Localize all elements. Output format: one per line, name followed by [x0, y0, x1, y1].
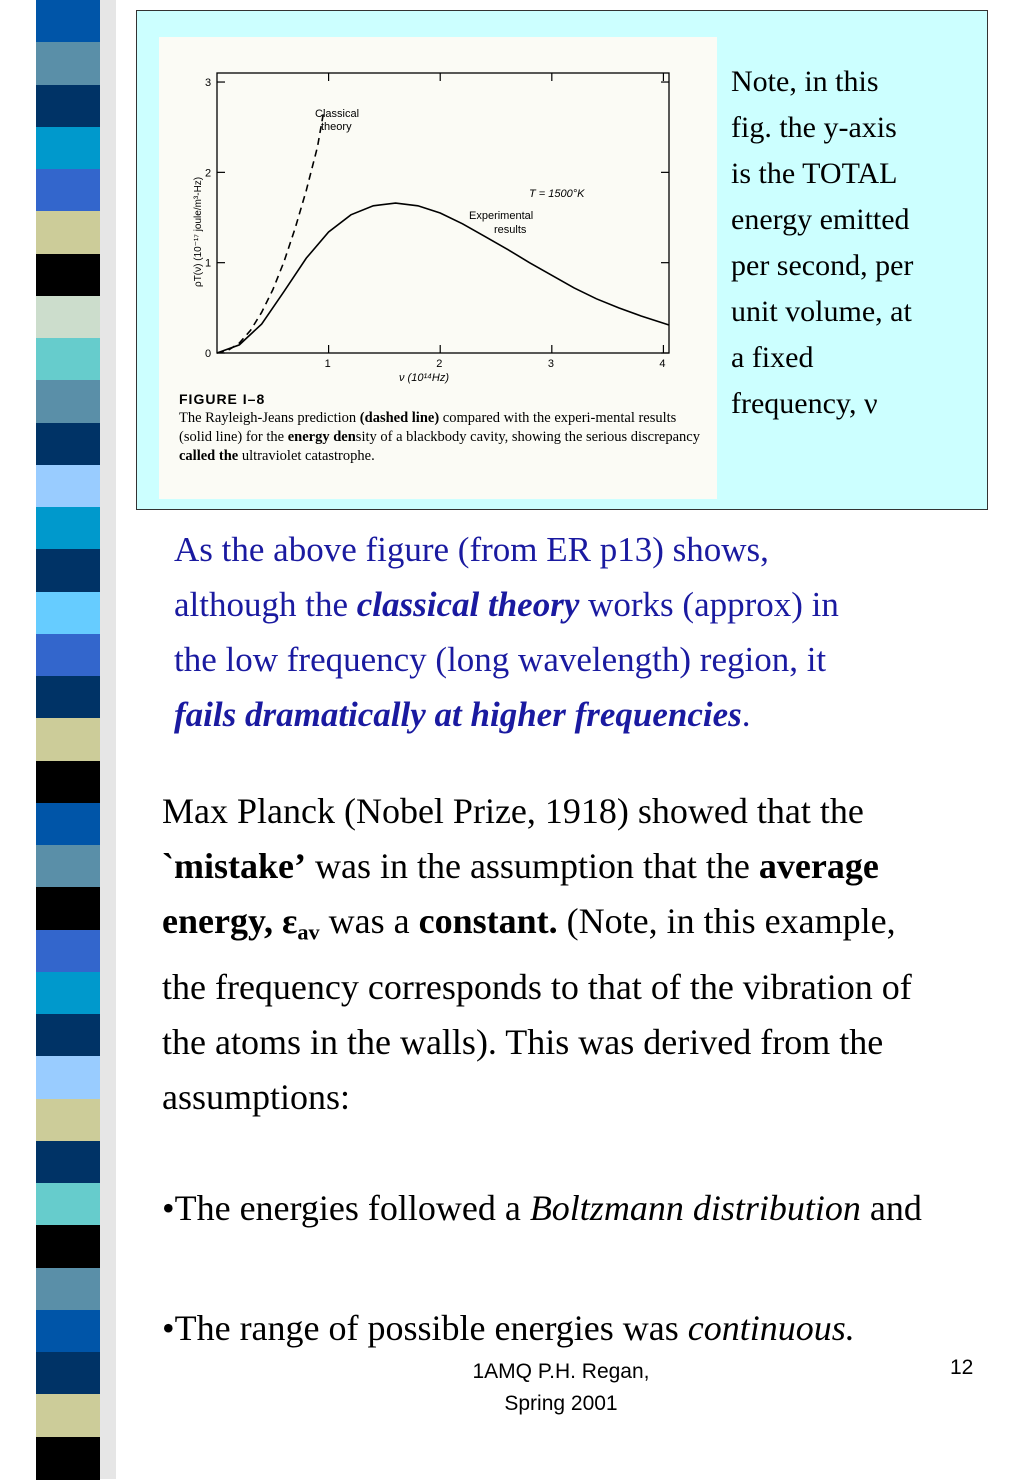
- stripe-segment: [36, 211, 100, 254]
- stripe-segment: [36, 296, 100, 339]
- footer-date-line: Spring 2001: [504, 1392, 618, 1415]
- stripe-segment: [36, 972, 100, 1015]
- blackbody-chart: [159, 37, 717, 387]
- y-tick-label: 1: [205, 257, 212, 270]
- stripe-segment: [36, 423, 100, 466]
- stripe-segment: [36, 887, 100, 930]
- note-line: per second, per: [731, 249, 914, 282]
- stripe-segment: [36, 254, 100, 297]
- bullet-continuous: •The range of possible energies was continuous.: [162, 1308, 855, 1348]
- x-tick-label: 3: [547, 358, 554, 370]
- stripe-segment: [36, 1056, 100, 1099]
- figure-note: [731, 59, 977, 427]
- y-tick-label: 3: [205, 77, 212, 90]
- footer-author: [430, 1356, 692, 1420]
- chart-frame: [217, 73, 669, 353]
- figure-caption: The Rayleigh-Jeans prediction (dashed line) compared with the experi-mental results (solid line) for the energy density of a blackbody cavity, showing the serious discrepancy called the ultraviolet catastrophe.: [179, 410, 700, 464]
- stripe-segment: [36, 507, 100, 550]
- stripe-segment: [36, 930, 100, 973]
- figure-number: FIGURE I–8: [179, 391, 266, 407]
- annotation-temperature: T = 1500°K: [529, 188, 585, 200]
- planck-paragraph: Max Planck (Nobel Prize, 1918) showed that the `mistake’ was in the assumption that the average energy, $\varepsilon_{av}$ was a constant. (Note, in this example, the frequency corresponds to that of the vibration of the atoms in the walls). This was derived from the assumptions:: [162, 791, 912, 1117]
- stripe-segment: [36, 1141, 100, 1184]
- note-line: a fixed: [731, 341, 814, 374]
- stripe-segment: [36, 549, 100, 592]
- stripe-segment: [36, 845, 100, 888]
- figure-box: [136, 10, 988, 510]
- stripe-segment: [36, 85, 100, 128]
- stripe-segment: [36, 1099, 100, 1142]
- stripe-segment: [36, 1268, 100, 1311]
- classical-theory-paragraph: As the above figure (from ER p13) shows, although the classical theory works (approx) in the low frequency (long wavelength) region, it fails dramatically at higher frequencies.: [174, 530, 839, 734]
- decorative-stripe-bar: [0, 0, 120, 1479]
- stripe-segment: [36, 465, 100, 508]
- footer-author-line: 1AMQ P.H. Regan,: [472, 1360, 650, 1383]
- chart-ticks: [205, 73, 669, 370]
- chart-axes: [217, 73, 669, 353]
- note-line: energy emitted: [731, 203, 910, 236]
- stripe-segment: [36, 1183, 100, 1226]
- stripe-segment: [36, 1394, 100, 1437]
- stripe-segment: [36, 1310, 100, 1353]
- stripe-segment: [36, 718, 100, 761]
- stripe-segment: [36, 380, 100, 423]
- classical-theory-line: [217, 109, 324, 353]
- note-line: Note, in this: [731, 65, 879, 98]
- stripe-segment: [36, 803, 100, 846]
- figure-image: [159, 37, 717, 499]
- x-axis-label: ν (10¹⁴Hz): [399, 372, 449, 384]
- stripe-segment: [36, 1352, 100, 1395]
- experimental-results-line: [217, 203, 669, 353]
- stripe-segment: [36, 634, 100, 677]
- stripe-segment: [36, 592, 100, 635]
- note-line: is the TOTAL: [731, 157, 898, 190]
- x-tick-label: 1: [324, 358, 331, 370]
- stripe-segment: [36, 1225, 100, 1268]
- note-line: frequency, ν: [731, 387, 878, 420]
- y-tick-label: 0: [205, 348, 212, 360]
- stripe-segment: [36, 127, 100, 170]
- annotation-classical-line1: Classical: [315, 108, 360, 120]
- stripe-segment: [36, 761, 100, 804]
- annotation-experimental-line1: Experimental: [469, 210, 534, 222]
- annotation-classical-line2: theory: [321, 121, 352, 133]
- y-tick-label: 2: [205, 167, 212, 180]
- note-line: unit volume, at: [731, 295, 912, 328]
- stripe-segment: [36, 676, 100, 719]
- stripe-segment: [36, 1014, 100, 1057]
- stripe-segment: [36, 0, 100, 43]
- page-number: 12: [950, 1356, 974, 1379]
- bullet-boltzmann: •The energies followed a Boltzmann distribution and: [162, 1188, 922, 1228]
- x-tick-label: 4: [659, 358, 666, 370]
- stripe-shadow: [100, 0, 116, 1479]
- x-tick-label: 2: [436, 358, 443, 370]
- annotation-experimental-line2: results: [494, 224, 527, 236]
- y-axis-label: ρT(ν) (10⁻¹⁷ joule/m³-Hz): [193, 176, 204, 287]
- stripe-segment: [36, 1437, 100, 1480]
- note-line: fig. the y-axis: [731, 111, 897, 144]
- chart-series: [217, 109, 669, 353]
- stripe-segment: [36, 169, 100, 212]
- stripe-segment: [36, 338, 100, 381]
- stripe-segment: [36, 42, 100, 85]
